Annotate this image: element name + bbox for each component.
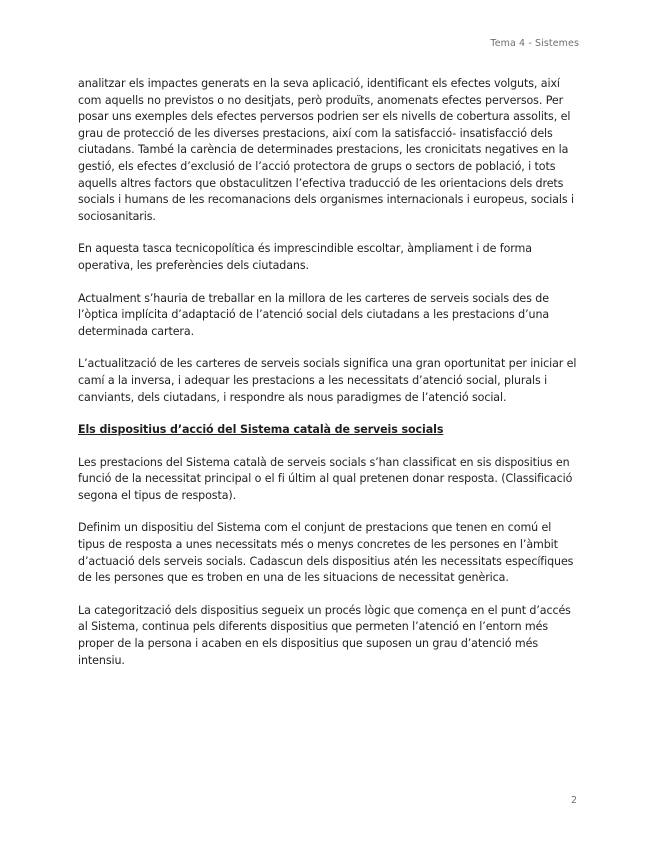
paragraph-categorization: La categorització dels dispositius segueix un procés lògic que comença en el punt d’accés al Sistema, continua pels diferents dispositius que permeten l’atenció en l’entorn més proper de la persona i acaben en els dispositius que suposen un grau d’atenció més intensiu. [78, 603, 571, 667]
document-body [78, 76, 580, 685]
running-header: Tema 4 - Sistemes [490, 38, 579, 49]
paragraph-impacts: analitzar els impactes generats en la seva aplicació, identificant els efectes volguts, així com aquells no previstos o no desitjats, però produïts, anomenats efectes perversos. Per posar uns exemples dels efectes perversos podrien ser els nivells de cobertura assolits, el grau de protecció de les diverses prestacions, així com la satisfacció- insatisfacció dels ciutadans. També la carència de determinades prestacions, les cronicitats negatives en la gestió, els efectes d’exclusió de l’acció protectora de grups o sectors de població, i tots aquells altres factors que obstaculitzen l’efectiva traducció de les orientacions dels drets socials i humans de les recomanacions dels organismes internacionals i europeus, socials i sociosanitaris. [78, 77, 574, 223]
paragraph-dispositius-classification: Les prestacions del Sistema català de serveis socials s’han classificat en sis dispositius en funció de la necessitat principal o el fi últim al qual pretenen donar resposta. (Classificació segona el tipus de resposta). [78, 455, 573, 502]
page-number: 2 [570, 795, 577, 806]
paragraph-service-portfolio-improvement: Actualment s’hauria de treballar en la millora de les carteres de serveis socials des de l’òptica implícita d’adaptació de l’atenció social dels ciutadans a les prestacions d’una determinada cartera. [78, 291, 550, 338]
section-heading: Els dispositius d’acció del Sistema català de serveis socials [78, 423, 444, 437]
paragraph-dispositiu-definition: Definim un dispositiu del Sistema com el conjunt de prestacions que tenen en comú el tipus de resposta a unes necessitats més o menys concretes de les persones en l’àmbit d’actuació dels serveis socials. Cadascun dels dispositius atén les necessitats específiques de les persones que es troben en una de les situacions de necessitat genèrica. [78, 521, 574, 585]
paragraph-portfolio-update: L’actualització de les carteres de serveis socials significa una gran oportunitat per iniciar el camí a la inversa, i adequar les prestacions a les necessitats d’atenció social, plurals i canviants, dels ciutadans, i respondre als nous paradigmes de l’atenció social. [78, 357, 577, 404]
paragraph-citizen-preferences: En aquesta tasca tecnicopolítica és imprescindible escoltar, àmpliament i de forma operativa, les preferències dels ciutadans. [78, 242, 532, 272]
